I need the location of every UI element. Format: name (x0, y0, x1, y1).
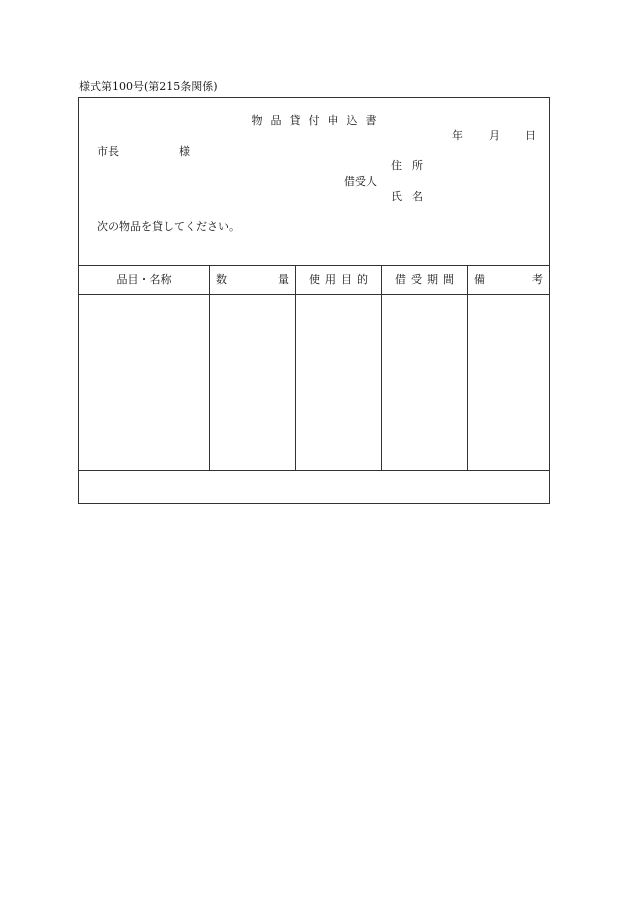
form-footer-blank (79, 471, 549, 503)
column-item-name (79, 266, 210, 470)
column-header-remarks-left: 備 (474, 273, 485, 286)
column-header-purpose: 使用目的 (296, 266, 381, 295)
column-remarks (468, 266, 549, 470)
addressee-honorific: 様 (179, 145, 190, 158)
column-header-quantity-left: 数 (216, 273, 227, 286)
date-month-label: 月 (489, 129, 500, 142)
date-year-label: 年 (452, 129, 463, 142)
borrower-address-label: 住所 (391, 159, 433, 172)
form-title: 物品貸付申込書 (251, 114, 385, 127)
column-header-quantity (210, 266, 295, 295)
addressee-mayor: 市長 (97, 145, 119, 158)
column-header-item-name: 品目・名称 (79, 266, 209, 295)
column-header-period: 借受期間 (382, 266, 467, 295)
borrower-label: 借受人 (344, 175, 377, 188)
column-header-quantity-right: 量 (278, 273, 289, 286)
items-table (79, 266, 549, 471)
column-purpose (296, 266, 382, 470)
date-day-label: 日 (525, 129, 536, 142)
form-header (79, 98, 549, 266)
request-statement: 次の物品を貸してください。 (97, 220, 240, 233)
column-header-remarks-right: 考 (532, 273, 543, 286)
application-form (78, 97, 550, 504)
column-quantity (210, 266, 296, 470)
column-header-remarks (468, 266, 549, 295)
form-number-label: 様式第100号(第215条関係) (79, 80, 218, 93)
borrower-name-label: 氏名 (391, 190, 433, 203)
column-period (382, 266, 468, 470)
